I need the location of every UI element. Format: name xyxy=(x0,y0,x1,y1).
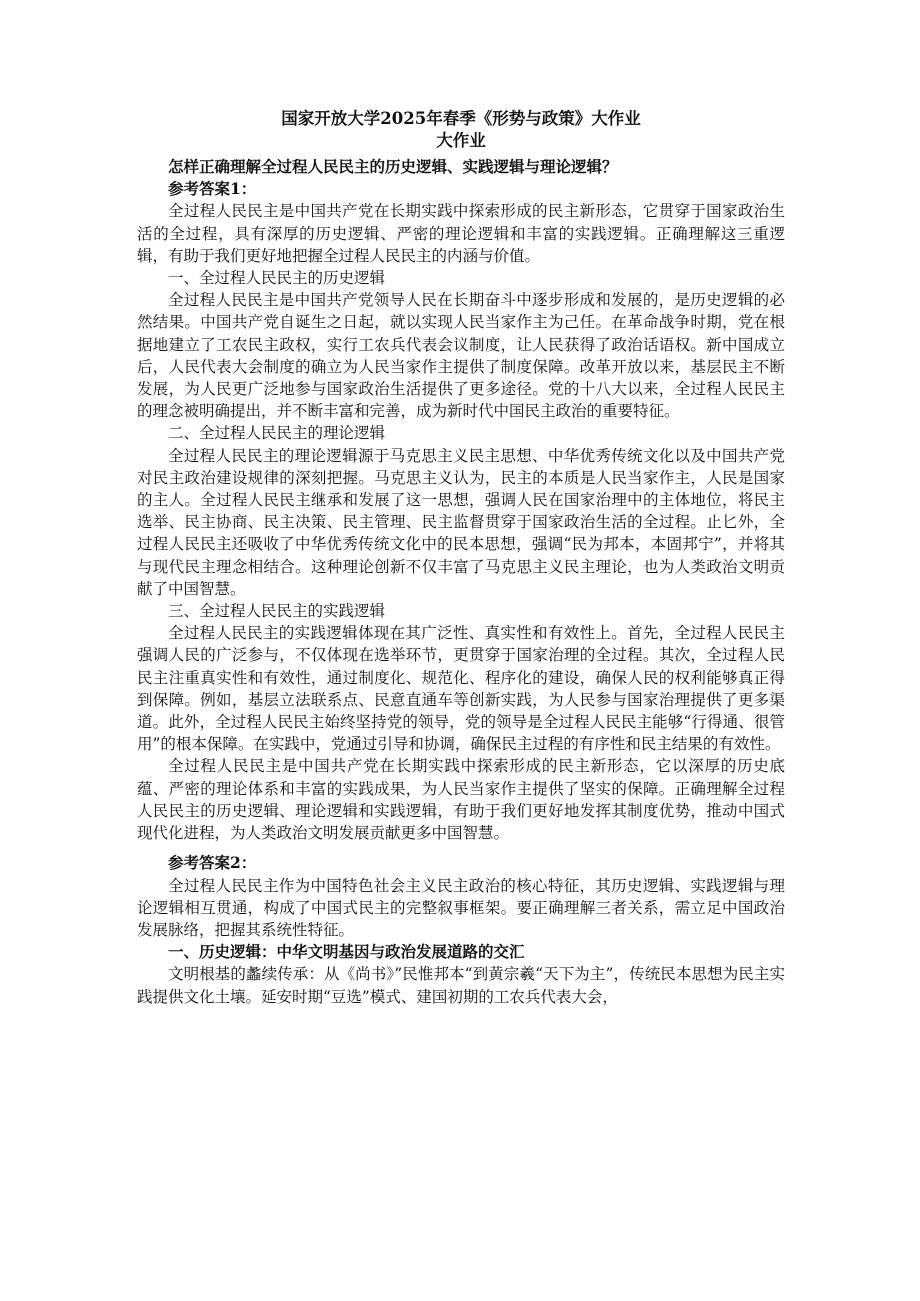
answer1-section1-text: 全过程人民民主是中国共产党领导人民在长期奋斗中逐步形成和发展的，是历史逻辑的必然结果。中国共产党自诞生之日起，就以实现人民当家作主为己任。在革命战争时期，党在根据地建立了工农民主政权，实行工农兵代表会议制度，让人民获得了政治话语权。新中国成立后，人民代表大会制度的确立为人民当家作主提供了制度保障。改革开放以来，基层民主不断发展，为人民更广泛地参与国家政治生活提供了更多途径。党的十八大以来，全过程人民民主的理念被明确提出，并不断丰富和完善，成为新时代中国民主政治的重要特征。 xyxy=(137,291,785,421)
question-heading: 怎样正确理解全过程人民民主的历史逻辑、实践逻辑与理论逻辑？ xyxy=(168,157,618,176)
answer1-section2-heading: 二、全过程人民民主的理论逻辑 xyxy=(168,424,386,443)
answer1-intro: 全过程人民民主是中国共产党在长期实践中探索形成的民主新形态，它贯穿于国家政治生活的全过程，具有深厚的历史逻辑、严密的理论逻辑和丰富的实践逻辑。正确理解这三重逻辑，有助于我们更好地把握全过程人民民主的内涵与价值。 xyxy=(137,202,785,265)
answer2-label: 参考答案2： xyxy=(168,853,257,873)
answer1-section2-text: 全过程人民民主的理论逻辑源于马克思主义民主思想、中华优秀传统文化以及中国共产党对民主政治建设规律的深刻把握。马克思主义认为，民主的本质是人民当家作主，人民是国家的主人。全过程人民民主继承和发展了这一思想，强调人民在国家治理中的主体地位，将民主选举、民主协商、民主决策、民主管理、民主监督贯穿于国家政治生活的全过程。止匕外，全过程人民民主还吸收了中华优秀传统文化中的民本思想，强调“民为邦本，本固邦宁”，并将其与现代民主理念相结合。这种理论创新不仅丰富了马克思主义民主理论，也为人类政治文明贡献了中国智慧。 xyxy=(137,446,785,598)
document-page xyxy=(137,108,785,1008)
answer2-intro: 全过程人民民主作为中国特色社会主义民主政治的核心特征，其历史逻辑、实践逻辑与理论逻辑相互贯通，构成了中国式民主的完整叙事框架。要正确理解三者关系，需立足中国政治发展脉络，把握其系统性特征。 xyxy=(137,876,785,939)
answer1-section3-text: 全过程人民民主的实践逻辑体现在其广泛性、真实性和有效性上。首先，全过程人民民主强调人民的广泛参与，不仅体现在选举环节，更贯穿于国家治理的全过程。其次，全过程人民民主注重真实性和有效性，通过制度化、规范化、程序化的建设，确保人民的权利能够真正得到保障。例如，基层立法联系点、民意直通车等创新实践，为人民参与国家治理提供了更多渠道。此外，全过程人民民主始终坚持党的领导，党的领导是全过程人民民主能够“行得通、很管用”的根本保障。在实践中，党通过引导和协调，确保民主过程的有序性和民主结果的有效性。 xyxy=(137,624,785,754)
answer1-section1-heading: 一、全过程人民民主的历史逻辑 xyxy=(168,269,386,288)
answer1-conclusion: 全过程人民民主是中国共产党在长期实践中探索形成的民主新形态，它以深厚的历史底蕴、严密的理论体系和丰富的实践成果，为人民当家作主提供了坚实的保障。正确理解全过程人民民主的历史逻辑、理论逻辑和实践逻辑，有助于我们更好地发挥其制度优势，推动中国式现代化进程，为人类政治文明发展贡献更多中国智慧。 xyxy=(137,757,785,843)
document-title: 国家开放大学2025年春季《形势与政策》大作业 xyxy=(281,109,641,128)
answer1-label: 参考答案1： xyxy=(168,179,257,199)
answer1-section3-heading: 三、全过程人民民主的实践逻辑 xyxy=(168,602,386,621)
document-subtitle: 大作业 xyxy=(436,131,486,150)
answer2-section1-heading: 一、历史逻辑：中华文明基因与政治发展道路的交汇 xyxy=(168,942,525,962)
answer2-section1-text: 文明根基的蠡续传承：从《尚书》”民惟邦本“到黄宗羲“天下为主”，传统民本思想为民主实践提供文化土壤。延安时期“豆选”模式、建国初期的工农兵代表大会， xyxy=(137,965,785,1006)
